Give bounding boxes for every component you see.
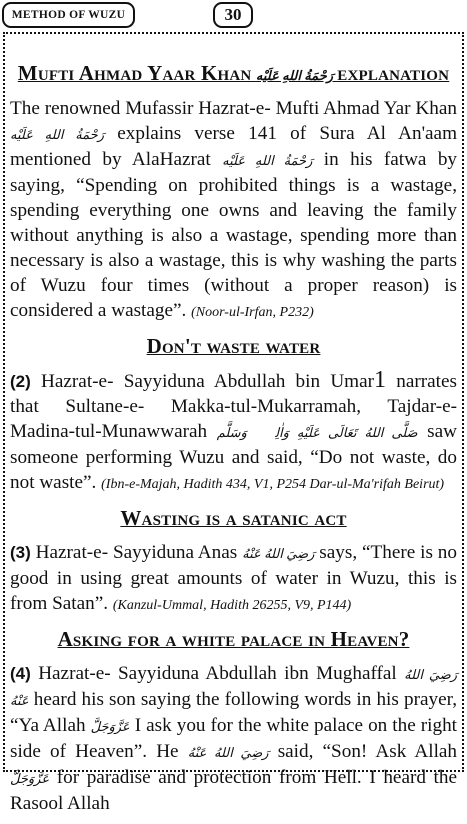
heading-title: Asking for a white palace in Heaven? bbox=[57, 627, 410, 651]
paragraph-mufti-explanation bbox=[10, 96, 457, 325]
reference-citation: (Kanzul-Ummal, Hadith 26255, V9, P144) bbox=[112, 598, 352, 613]
heading-title: Mufti Ahmad Yaar Khan bbox=[17, 61, 252, 85]
para-text: Hazrat-e- Sayyiduna Abdullah ibn Mughaffal bbox=[38, 663, 397, 684]
heading-suffix: explanation bbox=[337, 61, 450, 85]
para-text: saw someone performing Wuzu and said, “Do not waste, do not waste”. bbox=[10, 421, 458, 493]
book-title: METHOD OF WUZU bbox=[11, 9, 126, 21]
paragraph-hadith-2 bbox=[10, 368, 457, 497]
hadith-number: (4) bbox=[10, 664, 31, 683]
arabic-honorific: رَحْمَةُ اللهِ عَلَيْه bbox=[222, 153, 313, 168]
para-text: I ask you for the white palace on the right side of Heaven”. He bbox=[10, 715, 457, 762]
arabic-honorific: رَضِيَ اللهُ عَنْهُ bbox=[242, 546, 315, 561]
paragraph-hadith-4 bbox=[10, 661, 457, 816]
para-text: explains verse 141 of Sura Al An'aam mentioned by AlaHazrat bbox=[10, 123, 458, 170]
page-content bbox=[10, 60, 457, 824]
section-heading-white-palace bbox=[10, 626, 457, 654]
arabic-honorific: رَحْمَةُ اللهِ عَلَيْه bbox=[10, 127, 104, 142]
page-number-box bbox=[213, 2, 253, 28]
para-text: heard his son saying the following words in his prayer, “Ya Allah bbox=[10, 689, 458, 736]
arabic-salutation: صَلَّى اللهُ تَعَالَى عَلَيْهِ وَاٰلِهٖ وَسَلَّم bbox=[216, 425, 418, 440]
heading-title: Don't waste water bbox=[146, 334, 321, 358]
arabic-honorific: عَزَّوَجَلَّ bbox=[90, 719, 130, 734]
para-text: Hazrat-e- Sayyiduna Anas bbox=[35, 542, 238, 563]
page-number: 30 bbox=[224, 5, 242, 24]
heading-title: Wasting is a satanic act bbox=[120, 506, 347, 530]
section-heading-mufti bbox=[10, 60, 457, 89]
para-text: says, “There is no good in using great amounts of water in Wuzu, this is from Satan”. bbox=[10, 542, 457, 614]
para-text: in his fatwa by saying, “Spending on prohibited things is a wastage, spending everything one owns and leaving the family without anything is also a wastage, spending more than necessary is also a wastage, this is why washing the parts of Wuzu four times (without a proper reason) is considered a wastage”. bbox=[10, 149, 458, 321]
para-text: for paradise and protection from Hell. I heard the Rasool Allah bbox=[10, 767, 457, 814]
reference-citation: (Noor-ul-Irfan, P232) bbox=[191, 305, 314, 320]
para-text: The renowned Mufassir Hazrat-e- Mufti Ahmad Yar Khan bbox=[10, 98, 457, 119]
heading-arabic-honorific: رَحْمَةُ اللهِ عَلَيْه bbox=[255, 68, 334, 83]
honorific-mark: 1 bbox=[374, 367, 387, 393]
section-heading-satanic-act bbox=[10, 505, 457, 533]
para-text: narrates that Sultane-e- Makka-tul-Mukarramah, Tajdar-e- Madina-tul-Munawwarah bbox=[10, 371, 457, 442]
arabic-honorific: عَزَّوَجَلَّ bbox=[10, 771, 50, 786]
hadith-number: (2) bbox=[10, 372, 31, 391]
hadith-number: (3) bbox=[10, 543, 31, 562]
book-title-box bbox=[2, 2, 135, 28]
arabic-honorific: رَضِيَ اللهُ عَنْهُ bbox=[10, 667, 458, 708]
arabic-honorific: رَضِيَ اللهُ عَنْهُ bbox=[187, 745, 269, 760]
section-heading-dont-waste bbox=[10, 333, 457, 361]
paragraph-hadith-3 bbox=[10, 540, 457, 618]
reference-citation: (Ibn-e-Majah, Hadith 434, V1, P254 Dar-ul-Ma'rifah Beirut) bbox=[101, 477, 445, 492]
para-text: Hazrat-e- Sayyiduna Abdullah bin Umar bbox=[41, 371, 375, 392]
para-text: said, “Son! Ask Allah bbox=[277, 741, 458, 762]
